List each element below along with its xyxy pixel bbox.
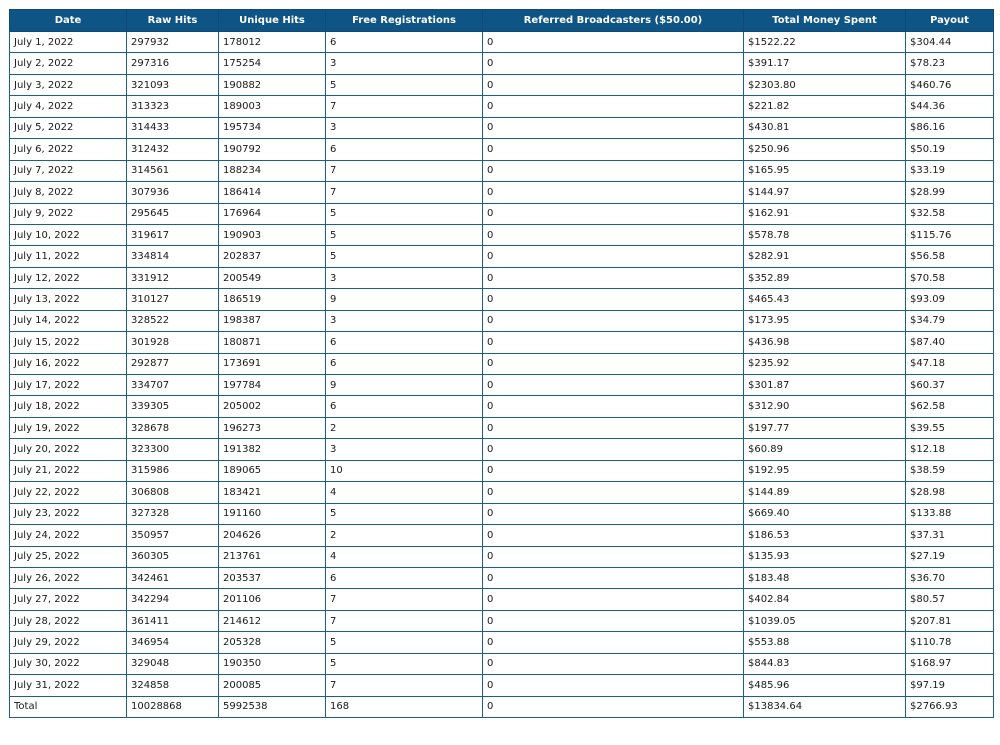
stats-table-container: [9, 9, 993, 718]
cell-free-registrations: 3: [326, 439, 483, 460]
cell-total-money-spent: $1522.22: [744, 32, 906, 53]
table-row: [10, 246, 994, 267]
table-row: [10, 503, 994, 524]
cell-referred-broadcasters: 0: [483, 117, 744, 138]
cell-raw-hits: 346954: [127, 632, 219, 653]
cell-payout: $115.76: [906, 224, 994, 245]
cell-payout: $38.59: [906, 460, 994, 481]
total-cell-free-registrations: 168: [326, 696, 483, 717]
cell-date: July 30, 2022: [10, 653, 127, 674]
table-row: [10, 96, 994, 117]
cell-payout: $110.78: [906, 632, 994, 653]
total-cell-total-money-spent: $13834.64: [744, 696, 906, 717]
cell-unique-hits: 214612: [219, 610, 326, 631]
cell-free-registrations: 2: [326, 525, 483, 546]
cell-unique-hits: 188234: [219, 160, 326, 181]
cell-total-money-spent: $192.95: [744, 460, 906, 481]
cell-date: July 13, 2022: [10, 289, 127, 310]
cell-total-money-spent: $235.92: [744, 353, 906, 374]
cell-unique-hits: 190882: [219, 74, 326, 95]
table-row: [10, 375, 994, 396]
cell-payout: $28.98: [906, 482, 994, 503]
cell-unique-hits: 175254: [219, 53, 326, 74]
cell-date: July 29, 2022: [10, 632, 127, 653]
cell-total-money-spent: $144.89: [744, 482, 906, 503]
cell-payout: $133.88: [906, 503, 994, 524]
cell-unique-hits: 183421: [219, 482, 326, 503]
cell-payout: $44.36: [906, 96, 994, 117]
cell-free-registrations: 3: [326, 267, 483, 288]
cell-raw-hits: 315986: [127, 460, 219, 481]
cell-raw-hits: 331912: [127, 267, 219, 288]
cell-payout: $36.70: [906, 567, 994, 588]
table-body: [10, 32, 994, 718]
cell-referred-broadcasters: 0: [483, 653, 744, 674]
cell-unique-hits: 198387: [219, 310, 326, 331]
cell-referred-broadcasters: 0: [483, 396, 744, 417]
cell-total-money-spent: $402.84: [744, 589, 906, 610]
cell-date: July 22, 2022: [10, 482, 127, 503]
cell-referred-broadcasters: 0: [483, 53, 744, 74]
total-cell-payout: $2766.93: [906, 696, 994, 717]
cell-payout: $32.58: [906, 203, 994, 224]
cell-date: July 11, 2022: [10, 246, 127, 267]
cell-unique-hits: 205328: [219, 632, 326, 653]
cell-date: July 14, 2022: [10, 310, 127, 331]
table-row: [10, 53, 994, 74]
cell-referred-broadcasters: 0: [483, 546, 744, 567]
cell-unique-hits: 203537: [219, 567, 326, 588]
header-referred-broadcasters: Referred Broadcasters ($50.00): [483, 10, 744, 32]
cell-referred-broadcasters: 0: [483, 203, 744, 224]
cell-raw-hits: 329048: [127, 653, 219, 674]
header-total-money-spent: Total Money Spent: [744, 10, 906, 32]
table-row: [10, 182, 994, 203]
cell-total-money-spent: $1039.05: [744, 610, 906, 631]
cell-raw-hits: 361411: [127, 610, 219, 631]
cell-date: July 24, 2022: [10, 525, 127, 546]
cell-total-money-spent: $2303.80: [744, 74, 906, 95]
cell-raw-hits: 327328: [127, 503, 219, 524]
cell-raw-hits: 297316: [127, 53, 219, 74]
cell-payout: $34.79: [906, 310, 994, 331]
cell-free-registrations: 7: [326, 182, 483, 203]
cell-date: July 16, 2022: [10, 353, 127, 374]
cell-total-money-spent: $578.78: [744, 224, 906, 245]
cell-free-registrations: 7: [326, 96, 483, 117]
cell-payout: $70.58: [906, 267, 994, 288]
total-cell-raw-hits: 10028868: [127, 696, 219, 717]
cell-unique-hits: 204626: [219, 525, 326, 546]
cell-unique-hits: 189065: [219, 460, 326, 481]
cell-payout: $12.18: [906, 439, 994, 460]
cell-free-registrations: 7: [326, 675, 483, 696]
cell-free-registrations: 9: [326, 375, 483, 396]
cell-total-money-spent: $391.17: [744, 53, 906, 74]
header-date: Date: [10, 10, 127, 32]
cell-raw-hits: 310127: [127, 289, 219, 310]
cell-date: July 25, 2022: [10, 546, 127, 567]
cell-raw-hits: 323300: [127, 439, 219, 460]
cell-payout: $78.23: [906, 53, 994, 74]
cell-payout: $207.81: [906, 610, 994, 631]
cell-free-registrations: 3: [326, 117, 483, 138]
cell-payout: $50.19: [906, 139, 994, 160]
cell-referred-broadcasters: 0: [483, 139, 744, 160]
cell-referred-broadcasters: 0: [483, 417, 744, 438]
cell-total-money-spent: $250.96: [744, 139, 906, 160]
cell-total-money-spent: $144.97: [744, 182, 906, 203]
header-payout: Payout: [906, 10, 994, 32]
cell-unique-hits: 213761: [219, 546, 326, 567]
cell-unique-hits: 190350: [219, 653, 326, 674]
cell-total-money-spent: $485.96: [744, 675, 906, 696]
cell-free-registrations: 4: [326, 482, 483, 503]
table-row: [10, 675, 994, 696]
cell-total-money-spent: $135.93: [744, 546, 906, 567]
cell-free-registrations: 5: [326, 246, 483, 267]
cell-referred-broadcasters: 0: [483, 567, 744, 588]
table-row: [10, 353, 994, 374]
cell-date: July 1, 2022: [10, 32, 127, 53]
cell-free-registrations: 3: [326, 53, 483, 74]
cell-payout: $86.16: [906, 117, 994, 138]
cell-payout: $93.09: [906, 289, 994, 310]
cell-free-registrations: 6: [326, 396, 483, 417]
header-raw-hits: Raw Hits: [127, 10, 219, 32]
cell-total-money-spent: $312.90: [744, 396, 906, 417]
cell-raw-hits: 295645: [127, 203, 219, 224]
cell-free-registrations: 6: [326, 139, 483, 160]
cell-referred-broadcasters: 0: [483, 589, 744, 610]
cell-date: July 17, 2022: [10, 375, 127, 396]
table-row: [10, 653, 994, 674]
cell-free-registrations: 5: [326, 74, 483, 95]
table-row: [10, 396, 994, 417]
cell-payout: $168.97: [906, 653, 994, 674]
cell-raw-hits: 313323: [127, 96, 219, 117]
cell-raw-hits: 334707: [127, 375, 219, 396]
cell-referred-broadcasters: 0: [483, 353, 744, 374]
cell-free-registrations: 7: [326, 610, 483, 631]
cell-free-registrations: 5: [326, 203, 483, 224]
cell-referred-broadcasters: 0: [483, 224, 744, 245]
cell-raw-hits: 314561: [127, 160, 219, 181]
cell-free-registrations: 4: [326, 546, 483, 567]
cell-raw-hits: 328678: [127, 417, 219, 438]
table-row: [10, 32, 994, 53]
cell-free-registrations: 10: [326, 460, 483, 481]
table-row: [10, 267, 994, 288]
table-row: [10, 632, 994, 653]
cell-total-money-spent: $844.83: [744, 653, 906, 674]
cell-referred-broadcasters: 0: [483, 289, 744, 310]
cell-referred-broadcasters: 0: [483, 310, 744, 331]
cell-date: July 21, 2022: [10, 460, 127, 481]
cell-date: July 23, 2022: [10, 503, 127, 524]
cell-total-money-spent: $221.82: [744, 96, 906, 117]
cell-free-registrations: 6: [326, 567, 483, 588]
table-row: [10, 546, 994, 567]
cell-date: July 6, 2022: [10, 139, 127, 160]
table-row: [10, 310, 994, 331]
header-free-registrations: Free Registrations: [326, 10, 483, 32]
cell-payout: $304.44: [906, 32, 994, 53]
cell-date: July 10, 2022: [10, 224, 127, 245]
cell-payout: $460.76: [906, 74, 994, 95]
cell-date: July 15, 2022: [10, 332, 127, 353]
cell-unique-hits: 190903: [219, 224, 326, 245]
table-row: [10, 567, 994, 588]
cell-total-money-spent: $162.91: [744, 203, 906, 224]
table-row: [10, 160, 994, 181]
cell-total-money-spent: $436.98: [744, 332, 906, 353]
cell-raw-hits: 306808: [127, 482, 219, 503]
cell-date: July 7, 2022: [10, 160, 127, 181]
cell-referred-broadcasters: 0: [483, 439, 744, 460]
table-row: [10, 417, 994, 438]
cell-free-registrations: 7: [326, 589, 483, 610]
table-row: [10, 525, 994, 546]
cell-date: July 8, 2022: [10, 182, 127, 203]
cell-unique-hits: 200085: [219, 675, 326, 696]
cell-raw-hits: 350957: [127, 525, 219, 546]
cell-raw-hits: 307936: [127, 182, 219, 203]
cell-raw-hits: 328522: [127, 310, 219, 331]
cell-referred-broadcasters: 0: [483, 460, 744, 481]
table-row: [10, 117, 994, 138]
cell-date: July 3, 2022: [10, 74, 127, 95]
cell-free-registrations: 5: [326, 224, 483, 245]
cell-total-money-spent: $183.48: [744, 567, 906, 588]
cell-payout: $56.58: [906, 246, 994, 267]
cell-referred-broadcasters: 0: [483, 182, 744, 203]
cell-raw-hits: 360305: [127, 546, 219, 567]
cell-payout: $37.31: [906, 525, 994, 546]
cell-referred-broadcasters: 0: [483, 267, 744, 288]
cell-payout: $28.99: [906, 182, 994, 203]
cell-unique-hits: 191160: [219, 503, 326, 524]
cell-free-registrations: 6: [326, 32, 483, 53]
table-row: [10, 589, 994, 610]
cell-raw-hits: 339305: [127, 396, 219, 417]
table-row: [10, 332, 994, 353]
cell-unique-hits: 173691: [219, 353, 326, 374]
header-unique-hits: Unique Hits: [219, 10, 326, 32]
cell-date: July 26, 2022: [10, 567, 127, 588]
cell-referred-broadcasters: 0: [483, 74, 744, 95]
cell-total-money-spent: $186.53: [744, 525, 906, 546]
cell-unique-hits: 195734: [219, 117, 326, 138]
cell-unique-hits: 196273: [219, 417, 326, 438]
cell-free-registrations: 3: [326, 310, 483, 331]
cell-payout: $80.57: [906, 589, 994, 610]
cell-date: July 20, 2022: [10, 439, 127, 460]
total-cell-date: Total: [10, 696, 127, 717]
cell-raw-hits: 342294: [127, 589, 219, 610]
table-row: [10, 74, 994, 95]
cell-date: July 31, 2022: [10, 675, 127, 696]
total-cell-unique-hits: 5992538: [219, 696, 326, 717]
cell-raw-hits: 319617: [127, 224, 219, 245]
table-header-row: [10, 10, 994, 32]
cell-total-money-spent: $465.43: [744, 289, 906, 310]
cell-referred-broadcasters: 0: [483, 610, 744, 631]
cell-raw-hits: 314433: [127, 117, 219, 138]
table-row: [10, 224, 994, 245]
cell-raw-hits: 301928: [127, 332, 219, 353]
cell-total-money-spent: $60.89: [744, 439, 906, 460]
cell-raw-hits: 334814: [127, 246, 219, 267]
cell-referred-broadcasters: 0: [483, 160, 744, 181]
cell-raw-hits: 342461: [127, 567, 219, 588]
daily-stats-table: [9, 9, 994, 718]
cell-free-registrations: 2: [326, 417, 483, 438]
cell-referred-broadcasters: 0: [483, 246, 744, 267]
cell-referred-broadcasters: 0: [483, 675, 744, 696]
cell-free-registrations: 5: [326, 653, 483, 674]
cell-total-money-spent: $301.87: [744, 375, 906, 396]
cell-total-money-spent: $669.40: [744, 503, 906, 524]
cell-total-money-spent: $197.77: [744, 417, 906, 438]
cell-referred-broadcasters: 0: [483, 503, 744, 524]
cell-date: July 19, 2022: [10, 417, 127, 438]
cell-unique-hits: 176964: [219, 203, 326, 224]
cell-date: July 4, 2022: [10, 96, 127, 117]
cell-referred-broadcasters: 0: [483, 482, 744, 503]
cell-referred-broadcasters: 0: [483, 375, 744, 396]
cell-unique-hits: 197784: [219, 375, 326, 396]
cell-unique-hits: 189003: [219, 96, 326, 117]
cell-payout: $60.37: [906, 375, 994, 396]
cell-unique-hits: 178012: [219, 32, 326, 53]
cell-payout: $33.19: [906, 160, 994, 181]
cell-unique-hits: 202837: [219, 246, 326, 267]
cell-unique-hits: 201106: [219, 589, 326, 610]
cell-unique-hits: 205002: [219, 396, 326, 417]
cell-date: July 2, 2022: [10, 53, 127, 74]
cell-date: July 27, 2022: [10, 589, 127, 610]
cell-referred-broadcasters: 0: [483, 332, 744, 353]
cell-payout: $27.19: [906, 546, 994, 567]
cell-payout: $87.40: [906, 332, 994, 353]
cell-total-money-spent: $282.91: [744, 246, 906, 267]
cell-total-money-spent: $165.95: [744, 160, 906, 181]
cell-unique-hits: 190792: [219, 139, 326, 160]
cell-payout: $47.18: [906, 353, 994, 374]
cell-date: July 28, 2022: [10, 610, 127, 631]
cell-referred-broadcasters: 0: [483, 32, 744, 53]
cell-free-registrations: 7: [326, 160, 483, 181]
cell-date: July 5, 2022: [10, 117, 127, 138]
cell-free-registrations: 9: [326, 289, 483, 310]
cell-payout: $62.58: [906, 396, 994, 417]
cell-unique-hits: 191382: [219, 439, 326, 460]
cell-unique-hits: 200549: [219, 267, 326, 288]
table-row: [10, 482, 994, 503]
cell-total-money-spent: $352.89: [744, 267, 906, 288]
cell-free-registrations: 5: [326, 503, 483, 524]
cell-payout: $97.19: [906, 675, 994, 696]
table-row: [10, 139, 994, 160]
total-cell-referred-broadcasters: 0: [483, 696, 744, 717]
cell-free-registrations: 5: [326, 632, 483, 653]
cell-total-money-spent: $430.81: [744, 117, 906, 138]
cell-referred-broadcasters: 0: [483, 96, 744, 117]
table-row: [10, 460, 994, 481]
cell-referred-broadcasters: 0: [483, 525, 744, 546]
cell-total-money-spent: $553.88: [744, 632, 906, 653]
cell-date: July 9, 2022: [10, 203, 127, 224]
cell-raw-hits: 324858: [127, 675, 219, 696]
table-row: [10, 439, 994, 460]
cell-unique-hits: 186414: [219, 182, 326, 203]
total-row: [10, 696, 994, 717]
cell-referred-broadcasters: 0: [483, 632, 744, 653]
cell-payout: $39.55: [906, 417, 994, 438]
cell-date: July 12, 2022: [10, 267, 127, 288]
cell-free-registrations: 6: [326, 332, 483, 353]
table-row: [10, 610, 994, 631]
cell-raw-hits: 292877: [127, 353, 219, 374]
cell-date: July 18, 2022: [10, 396, 127, 417]
cell-raw-hits: 297932: [127, 32, 219, 53]
cell-unique-hits: 186519: [219, 289, 326, 310]
cell-total-money-spent: $173.95: [744, 310, 906, 331]
table-row: [10, 203, 994, 224]
table-row: [10, 289, 994, 310]
cell-free-registrations: 6: [326, 353, 483, 374]
cell-raw-hits: 321093: [127, 74, 219, 95]
cell-raw-hits: 312432: [127, 139, 219, 160]
cell-unique-hits: 180871: [219, 332, 326, 353]
